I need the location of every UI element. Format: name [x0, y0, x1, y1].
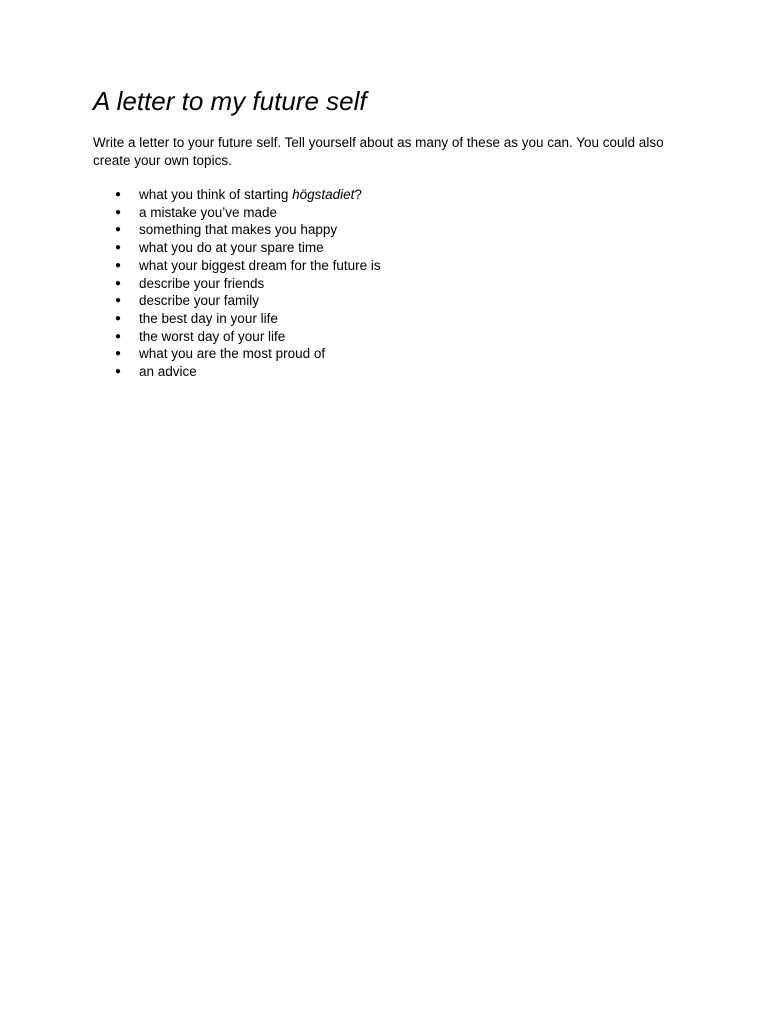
list-item-text: describe your friends [139, 275, 265, 291]
list-item-text: what you do at your spare time [139, 240, 324, 256]
bullet-icon: ● [115, 277, 122, 289]
list-item-suffix: ? [354, 187, 362, 202]
bullet-icon: ● [115, 189, 122, 200]
list-item [93, 221, 683, 239]
list-item-text: the best day in your life [139, 310, 278, 326]
list-item [93, 239, 683, 257]
bullet-icon: ● [115, 242, 122, 254]
topic-list [93, 186, 683, 381]
list-item [93, 363, 683, 381]
bullet-icon: ● [115, 366, 122, 378]
list-item-text: a mistake you’ve made [139, 204, 278, 220]
list-item [93, 310, 683, 328]
list-item-emphasis: högstadiet [292, 187, 355, 202]
list-item [93, 275, 683, 293]
bullet-icon: ● [115, 259, 122, 271]
list-item-text: an advice [139, 364, 197, 380]
bullet-icon: ● [115, 312, 122, 324]
bullet-icon: ● [115, 330, 122, 342]
list-item-text: what you are the most proud of [139, 346, 326, 362]
intro-paragraph: Write a letter to your future self. Tell yourself about as many of these as you can. You could also create your own topics. [93, 135, 664, 168]
list-item-text: what you think of starting [139, 187, 293, 202]
list-item-text: the worst day of your life [139, 328, 286, 344]
list-item [93, 292, 683, 310]
list-item [93, 345, 683, 363]
document-body [93, 84, 683, 381]
bullet-icon: ● [115, 206, 122, 218]
document-title: A letter to my future self [93, 86, 367, 116]
list-item-text: something that makes you happy [139, 222, 338, 238]
list-item-text: describe your family [139, 293, 260, 309]
bullet-icon: ● [115, 224, 122, 236]
list-item [93, 257, 683, 275]
bullet-icon: ● [115, 295, 122, 307]
list-item [93, 328, 683, 346]
list-item [93, 204, 683, 222]
list-item [93, 186, 683, 204]
bullet-icon: ● [115, 348, 122, 360]
list-item-text: what your biggest dream for the future is [139, 257, 381, 273]
